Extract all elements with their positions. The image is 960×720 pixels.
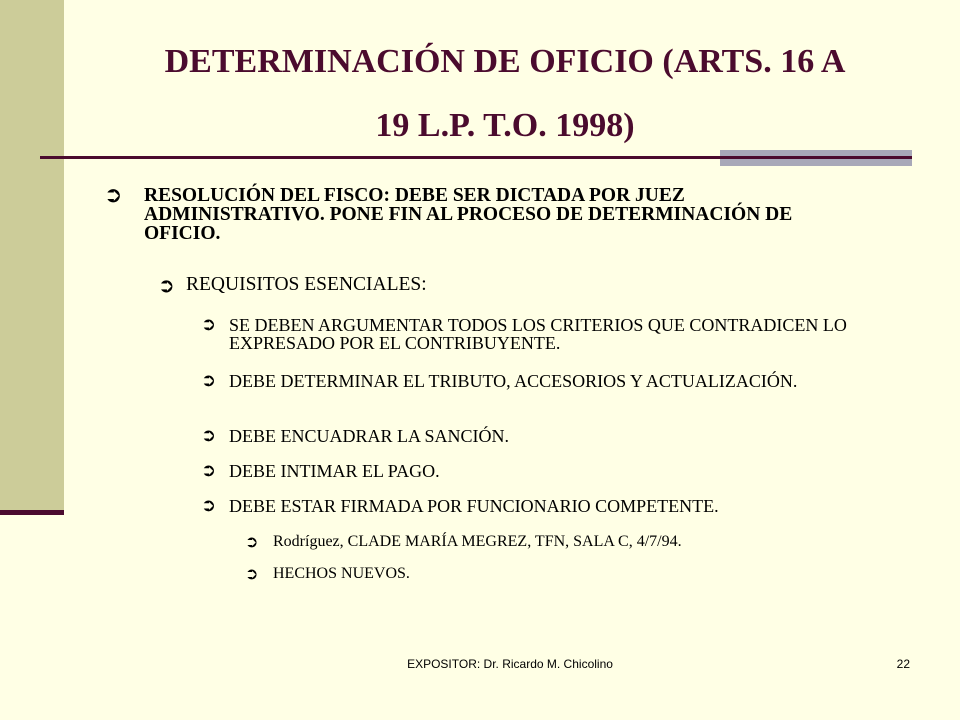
bullet-level1 bbox=[104, 183, 824, 244]
right-arrow-icon: ➲ bbox=[201, 370, 217, 391]
footer-presenter: EXPOSITOR: Dr. Ricardo M. Chicolino bbox=[407, 657, 613, 671]
right-arrow-icon: ➲ bbox=[158, 273, 175, 297]
bullet-level3-text: DEBE ENCUADRAR LA SANCIÓN. bbox=[229, 426, 510, 446]
bullet-level3-4 bbox=[201, 462, 881, 480]
page-number: 22 bbox=[896, 657, 910, 671]
title-line-2: 19 L.P. T.O. 1998) bbox=[375, 107, 635, 144]
bullet-level3-1 bbox=[201, 316, 881, 352]
left-decorative-band bbox=[0, 0, 64, 512]
bullet-level3-2 bbox=[201, 372, 881, 390]
bullet-level4-2 bbox=[245, 565, 845, 583]
bullet-level3-text: SE DEBEN ARGUMENTAR TODOS LOS CRITERIOS QUE CONTRADICEN LO EXPRESADO POR EL CONTRIBUYENTE. bbox=[229, 315, 847, 353]
title-line-1: DETERMINACIÓN DE OFICIO (ARTS. 16 A bbox=[164, 43, 846, 80]
bullet-level1-text: RESOLUCIÓN DEL FISCO: DEBE SER DICTADA POR JUEZ ADMINISTRATIVO. PONE FIN AL PROCESO DE DETERMINACIÓN DE OFICIO. bbox=[144, 185, 793, 244]
bullet-level4-text: Rodríguez, CLADE MARÍA MEGREZ, TFN, SALA C, 4/7/94. bbox=[273, 533, 682, 550]
bullet-level4-1 bbox=[245, 533, 845, 551]
slide-title bbox=[80, 30, 930, 158]
right-arrow-icon: ➲ bbox=[104, 183, 123, 208]
bullet-level2-text: REQUISITOS ESENCIALES: bbox=[186, 274, 427, 295]
right-arrow-icon: ➲ bbox=[245, 564, 259, 583]
bullet-level4-text: HECHOS NUEVOS. bbox=[273, 565, 410, 582]
right-arrow-icon: ➲ bbox=[201, 495, 217, 516]
bullet-level3-5 bbox=[201, 497, 881, 515]
left-band-rule bbox=[0, 510, 64, 515]
title-rule-accent-line bbox=[720, 156, 912, 159]
bullet-level3-text: DEBE ESTAR FIRMADA POR FUNCIONARIO COMPETENTE. bbox=[229, 496, 719, 516]
right-arrow-icon: ➲ bbox=[201, 425, 217, 446]
right-arrow-icon: ➲ bbox=[201, 314, 217, 335]
bullet-level2 bbox=[158, 274, 858, 296]
bullet-level3-text: DEBE INTIMAR EL PAGO. bbox=[229, 461, 440, 481]
right-arrow-icon: ➲ bbox=[245, 532, 259, 551]
bullet-level3-3 bbox=[201, 427, 881, 445]
right-arrow-icon: ➲ bbox=[201, 460, 217, 481]
bullet-level3-text: DEBE DETERMINAR EL TRIBUTO, ACCESORIOS Y ACTUALIZACIÓN. bbox=[229, 371, 798, 391]
